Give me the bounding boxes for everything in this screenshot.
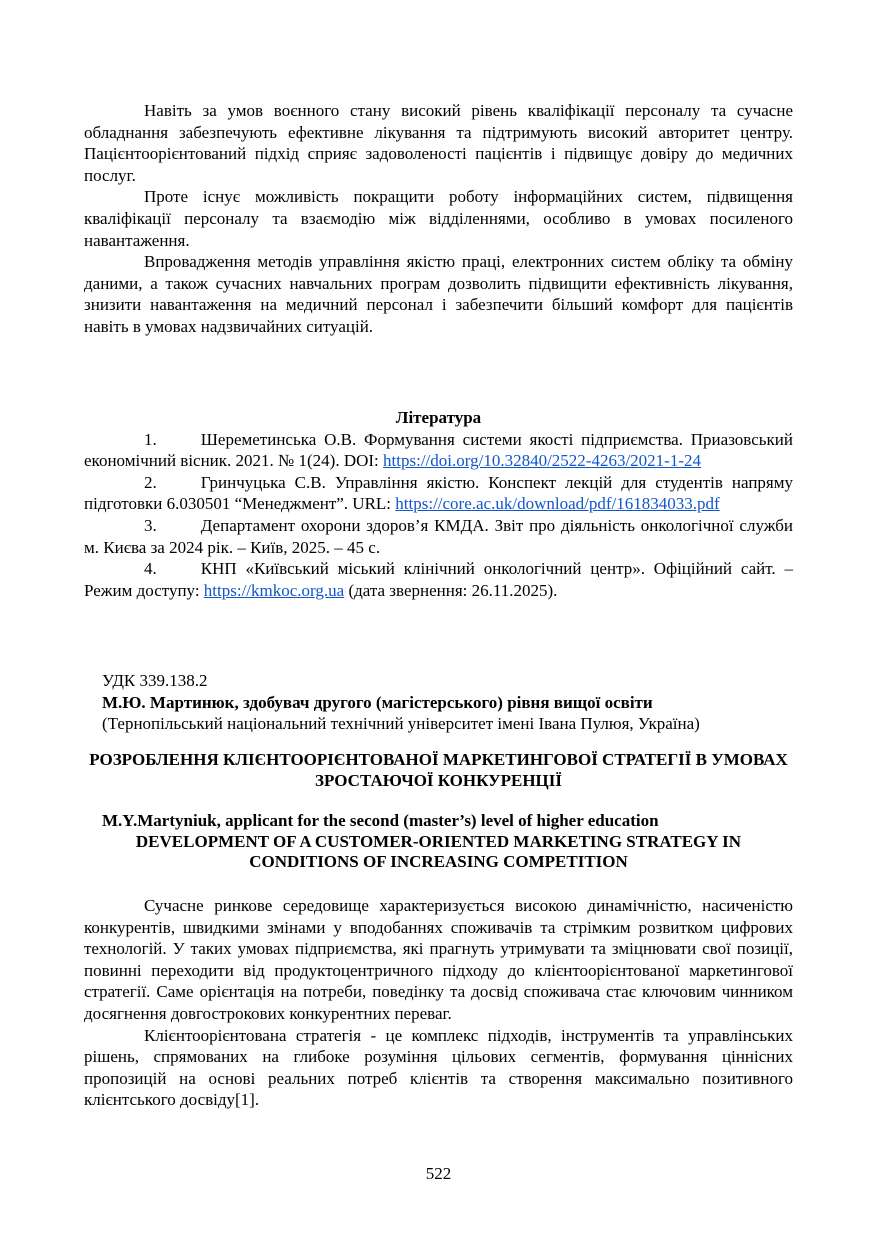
- reference-link[interactable]: https://core.ac.uk/download/pdf/161834033.pdf: [395, 494, 720, 514]
- article-title-en: DEVELOPMENT OF A CUSTOMER-ORIENTED MARKETING STRATEGY IN CONDITIONS OF INCREASING COMPETITION: [135, 831, 742, 871]
- paragraph: Навіть за умов воєнного стану високий рівень кваліфікації персоналу та сучасне обладнання забезпечують ефективне лікування та підтримують високий авторитет центру. Пацієнтоорієнтований підхід сприяє задоволеності пацієнтів і підвищує довіру до медичних послуг.: [84, 101, 793, 185]
- english-heading-block: [84, 811, 793, 873]
- reference-number: 3.: [144, 515, 157, 535]
- article-title-ua: РОЗРОБЛЕННЯ КЛІЄНТООРІЄНТОВАНОЇ МАРКЕТИНГОВОЇ СТРАТЕГІЇ В УМОВАХ ЗРОСТАЮЧОЇ КОНКУРЕНЦІЇ: [89, 750, 788, 790]
- reference-text: Департамент охорони здоров’я КМДА. Звіт про діяльність онкологічної служби м. Києва за 2024 рік. – Київ, 2025. – 45 с.: [84, 515, 793, 557]
- paragraph: Проте існує можливість покращити роботу інформаційних систем, підвищення кваліфікації персоналу та взаємодію між відділеннями, особливо в умовах посиленого навантаження.: [84, 187, 793, 250]
- references-heading: Література: [395, 408, 482, 427]
- article-body: [84, 895, 793, 1111]
- reference-link[interactable]: https://doi.org/10.32840/2522-4263/2021-1-24: [383, 451, 701, 471]
- title-ua-block: [84, 750, 793, 791]
- reference-text: Шереметинська О.В. Формування системи якості підприємства. Приазовський економічний вісник. 2021. № 1(24). DOI:: [84, 429, 793, 471]
- author-en: M.Y.Martyniuk, applicant for the second (master’s) level of higher education: [102, 811, 659, 830]
- reference-number: 2.: [144, 472, 157, 492]
- paragraph: Клієнтоорієнтована стратегія - це комплекс підходів, інструментів та управлінських рішень, спрямованих на глибоке розуміння цільових сегментів, формування ціннісних пропозицій на основі реальних потреб клієнтів та створення максимально позитивного клієнтського досвіду[1].: [84, 1025, 793, 1110]
- reference-text: (дата звернення: 26.11.2025).: [344, 580, 558, 600]
- reference-item: [84, 472, 793, 515]
- reference-number: 1.: [144, 429, 157, 449]
- udc-author-block: [84, 670, 793, 735]
- reference-item: [84, 558, 793, 601]
- references-section: [84, 407, 793, 601]
- reference-text: Гринчуцька С.В. Управління якістю. Конспект лекцій для студентів напряму підготовки 6.030501 “Менеджмент”. URL:: [84, 472, 793, 514]
- intro-paragraphs: [84, 100, 793, 338]
- reference-text: КНП «Київський міський клінічний онкологічний центр». Офіційний сайт. – Режим доступу:: [84, 559, 793, 600]
- reference-number: 4.: [144, 559, 157, 579]
- page-number: 522: [425, 1164, 452, 1183]
- paragraph: Сучасне ринкове середовище характеризується високою динамічністю, насиченістю конкурентів, швидкими змінами у вподобаннях споживачів та стрімким розвитком цифрових технологій. У таких умовах підприємства, які прагнуть утримувати та зміцнювати свої позиції, повинні переходити від продуктоцентричного підходу до клієнтоорієнтованої маркетингової стратегії. Саме орієнтація на потреби, поведінку та досвід споживача стає ключовим чинником досягнення довгострокових конкурентних переваг.: [84, 896, 793, 1023]
- paragraph: Впровадження методів управління якістю праці, електронних систем обліку та обміну даними, а також сучасних навчальних програм дозволить підвищити ефективність лікування, знизити навантаження на медичний персонал і забезпечити більший комфорт для пацієнтів навіть в умовах надзвичайних ситуацій.: [84, 252, 793, 336]
- author-ua: М.Ю. Мартинюк, здобувач другого (магістерського) рівня вищої освіти: [102, 692, 653, 712]
- reference-link[interactable]: https://kmkoc.org.ua: [203, 580, 345, 600]
- reference-item: [84, 515, 793, 558]
- udc-line: УДК 339.138.2: [102, 671, 208, 690]
- reference-item: [84, 429, 793, 472]
- affiliation-ua: (Тернопільський національний технічний університет імені Івана Пулюя, Україна): [102, 714, 700, 734]
